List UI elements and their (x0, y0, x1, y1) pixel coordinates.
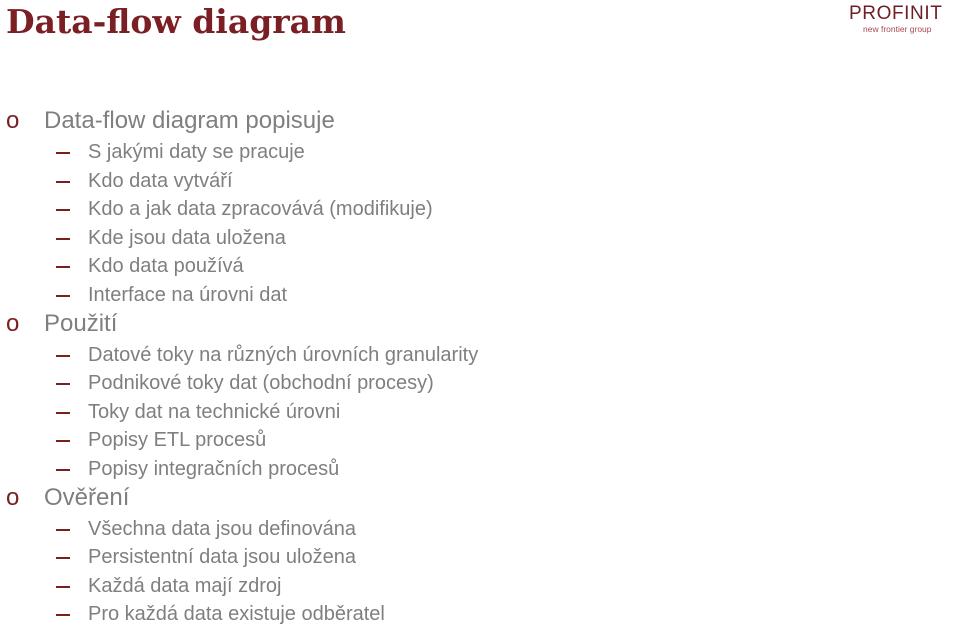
dash-bullet-icon (56, 181, 70, 183)
list-item-text: Kde jsou data uložena (88, 227, 286, 249)
dash-bullet-icon (56, 586, 70, 588)
slide-title: Data-flow diagram (6, 2, 346, 41)
list-item-text: Datové toky na různých úrovních granularity (88, 344, 479, 366)
list-item-text: Persistentní data jsou uložena (88, 546, 356, 568)
logo-tagline: new frontier group (863, 24, 932, 34)
list-item-text: Pro každá data existuje odběratel (88, 603, 385, 625)
dash-bullet-icon (56, 383, 70, 385)
section-heading-text: Data-flow diagram popisuje (44, 107, 335, 134)
dash-bullet-icon (56, 152, 70, 154)
circle-bullet-icon (6, 310, 19, 338)
list-item-text: Popisy integračních procesů (88, 458, 340, 480)
dash-bullet-icon (56, 469, 70, 471)
dash-bullet-icon (56, 355, 70, 357)
list-item-text: Všechna data jsou definována (88, 518, 356, 540)
circle-bullet-icon (6, 484, 19, 512)
list-item-text: Toky dat na technické úrovni (88, 401, 341, 423)
dash-bullet-icon (56, 614, 70, 616)
list-item-text: S jakými daty se pracuje (88, 141, 305, 163)
list-item-text: Podnikové toky dat (obchodní procesy) (88, 372, 434, 394)
list-item-text: Kdo a jak data zpracovává (modifikuje) (88, 198, 433, 220)
dash-bullet-icon (56, 238, 70, 240)
logo-wordmark: PROFINIT (849, 3, 943, 24)
dash-bullet-icon (56, 266, 70, 268)
dash-bullet-icon (56, 209, 70, 211)
dash-bullet-icon (56, 412, 70, 414)
list-item-text: Kdo data vytváří (88, 170, 233, 192)
list-item-text: Každá data mají zdroj (88, 575, 282, 597)
dash-bullet-icon (56, 557, 70, 559)
list-item-text: Interface na úrovni dat (88, 284, 288, 306)
list-item-text: Kdo data používá (88, 255, 244, 277)
list-item-text: Popisy ETL procesů (88, 429, 267, 451)
dash-bullet-icon (56, 295, 70, 297)
dash-bullet-icon (56, 440, 70, 442)
dash-bullet-icon (56, 529, 70, 531)
section-heading-text: Ověření (44, 484, 130, 511)
section-heading-text: Použití (44, 310, 118, 337)
circle-bullet-icon (6, 107, 19, 135)
